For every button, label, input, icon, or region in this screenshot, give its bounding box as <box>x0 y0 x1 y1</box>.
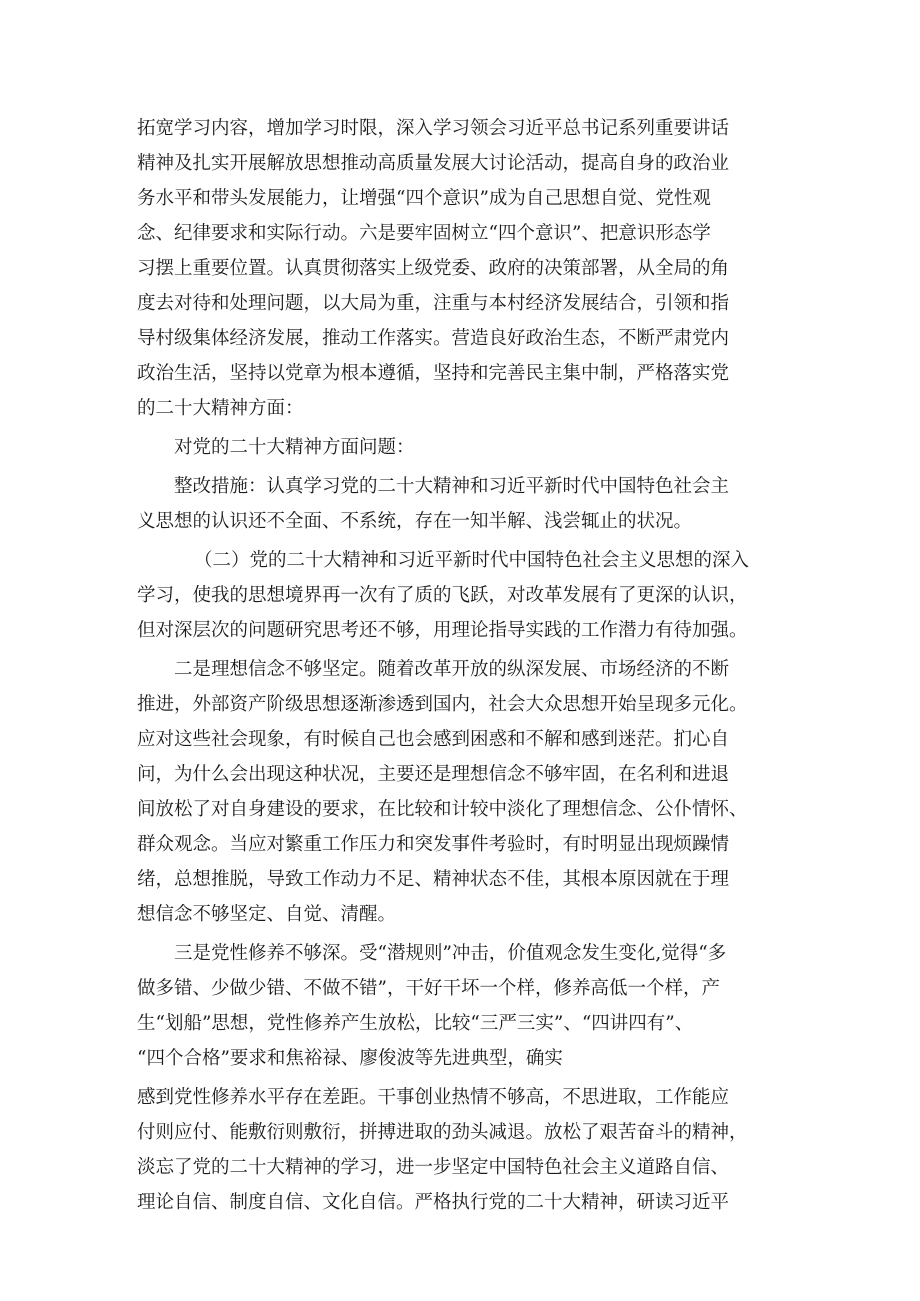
document-body <box>137 111 797 1220</box>
text-line: 学习，使我的思想境界再一次有了质的飞跃，对改革发展有了更深的认识， <box>137 585 748 606</box>
text-line: 生“划船”思想，党性修养产生放松，比较“三严三实”、“四讲四有”、 <box>137 1013 694 1034</box>
text-line: 淡忘了党的二十大精神的学习，进一步坚定中国特色社会主义道路自信、 <box>137 1157 730 1178</box>
paragraph <box>137 430 797 465</box>
text-line: 习摆上重要位置。认真贯彻落实上级党委、政府的决策部署，从全局的角 <box>137 258 730 279</box>
text-line: 做多错、少做少错、不做不错”，干好干坏一个样，修养高低一个样，产 <box>137 978 720 999</box>
text-line: 绪，总想推脱，导致工作动力不足、精神状态不佳，其根本原因就在于理 <box>137 869 730 890</box>
text-line: 二是理想信念不够坚定。随着改革开放的纵深发展、市场经济的不断 <box>174 659 730 680</box>
text-line: 群众观念。当应对繁重工作压力和突发事件考验时，有时明显出现烦躁情 <box>137 834 730 855</box>
text-line: 导村级集体经济发展，推动工作落实。营造良好政治生态，不断严肃党内 <box>137 328 730 349</box>
text-line: 问，为什么会出现这种状况，主要还是理想信念不够牢固，在名利和进退 <box>137 764 730 785</box>
text-line: 精神及扎实开展解放思想推动高质量发展大讨论活动，提高自身的政治业 <box>137 153 730 174</box>
text-line: 间放松了对自身建设的要求，在比较和计较中淡化了理想信念、公仆情怀、 <box>137 799 748 820</box>
text-line: 应对这些社会现象，有时候自己也会感到困惑和不解和感到迷茫。扪心自 <box>137 729 730 750</box>
text-line: 感到党性修养水平存在差距。干事创业热情不够高，不思进取，工作能应 <box>137 1087 730 1108</box>
paragraph <box>137 111 797 426</box>
text-line: 的二十大精神方面： <box>137 398 304 419</box>
text-line: 念、纪律要求和实际行动。六是要牢固树立“四个意识”、把意识形态学 <box>137 223 711 244</box>
text-line: 三是党性修养不够深。受“潜规则”冲击，价值观念发生变化,觉得“多 <box>174 943 727 964</box>
text-line: 理论自信、制度自信、文化自信。严格执行党的二十大精神，研读习近平 <box>137 1192 730 1213</box>
text-line: 度去对待和处理问题，以大局为重，注重与本村经济发展结合，引领和指 <box>137 293 730 314</box>
text-line: 想信念不够坚定、自觉、清醒。 <box>137 904 397 925</box>
paragraph <box>137 1080 797 1220</box>
text-line: 付则应付、能敷衍则敷衍，拼搏进取的劲头减退。放松了艰苦奋斗的精神， <box>137 1122 748 1143</box>
text-line: 整改措施：认真学习党的二十大精神和习近平新时代中国特色社会主 <box>174 476 730 497</box>
text-line: 推进，外部资产阶级思想逐渐渗透到国内，社会大众思想开始呈现多元化。 <box>137 694 748 715</box>
paragraph <box>137 936 797 1076</box>
text-line: 对党的二十大精神方面问题： <box>174 437 415 458</box>
text-line: 拓宽学习内容，增加学习时限，深入学习领会习近平总书记系列重要讲话 <box>137 118 730 139</box>
paragraph <box>137 543 797 648</box>
paragraph <box>137 469 797 539</box>
text-line: （二）党的二十大精神和习近平新时代中国特色社会主义思想的深入 <box>194 550 750 571</box>
text-line: 政治生活，坚持以党章为根本遵循，坚持和完善民主集中制，严格落实党 <box>137 363 730 384</box>
text-line: 务水平和带头发展能力，让增强“四个意识”成为自己思想自觉、党性观 <box>137 188 711 209</box>
text-line: 但对深层次的问题研究思考还不够，用理论指导实践的工作潜力有待加强。 <box>137 620 748 641</box>
paragraph <box>137 652 797 932</box>
text-line: 义思想的认识还不全面、不系统，存在一知半解、浅尝辄止的状况。 <box>137 511 693 532</box>
text-line: “四个合格”要求和焦裕禄、廖俊波等先进典型，确实 <box>137 1048 563 1069</box>
